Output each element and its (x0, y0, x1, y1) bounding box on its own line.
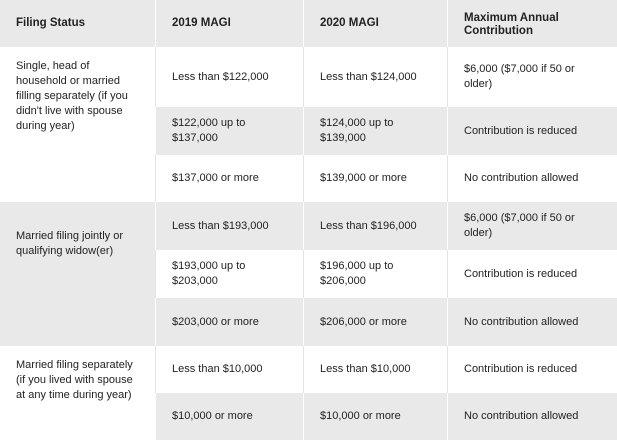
table-cell: Contribution is reduced (447, 346, 617, 393)
table-cell: Contribution is reduced (447, 250, 617, 298)
filing-status-cell: Single, head of household or married filling separately (if you didn't live with spouse during year) (0, 47, 155, 202)
table-cell: $10,000 or more (155, 393, 303, 440)
table-cell: No contribution allowed (447, 155, 617, 202)
table-cell: No contribution allowed (447, 393, 617, 440)
table-cell: $10,000 or more (303, 393, 447, 440)
header-2019-magi: 2019 MAGI (155, 0, 303, 47)
table-cell: Less than $10,000 (303, 346, 447, 393)
table-cell: $124,000 up to $139,000 (303, 107, 447, 155)
table-cell: $193,000 up to $203,000 (155, 250, 303, 298)
table-cell: $6,000 ($7,000 if 50 or older) (447, 47, 617, 107)
table-cell: Less than $124,000 (303, 47, 447, 107)
header-2020-magi: 2020 MAGI (303, 0, 447, 47)
table-cell: Less than $196,000 (303, 202, 447, 250)
table-cell: Less than $193,000 (155, 202, 303, 250)
header-filing-status: Filing Status (0, 0, 155, 47)
table-cell: Contribution is reduced (447, 107, 617, 155)
table-cell: No contribution allowed (447, 298, 617, 346)
table-cell: $203,000 or more (155, 298, 303, 346)
filing-status-cell: Married filing jointly or qualifying widow(er) (0, 202, 155, 346)
table-cell: Less than $122,000 (155, 47, 303, 107)
table-cell: $122,000 up to $137,000 (155, 107, 303, 155)
table-cell: $137,000 or more (155, 155, 303, 202)
table-cell: $206,000 or more (303, 298, 447, 346)
header-max-contribution: Maximum Annual Contribution (447, 0, 617, 47)
table-cell: $196,000 up to $206,000 (303, 250, 447, 298)
table-cell: $6,000 ($7,000 if 50 or older) (447, 202, 617, 250)
table-cell: Less than $10,000 (155, 346, 303, 393)
table-cell: $139,000 or more (303, 155, 447, 202)
filing-status-cell: Married filing separately (if you lived with spouse at any time during year) (0, 346, 155, 440)
